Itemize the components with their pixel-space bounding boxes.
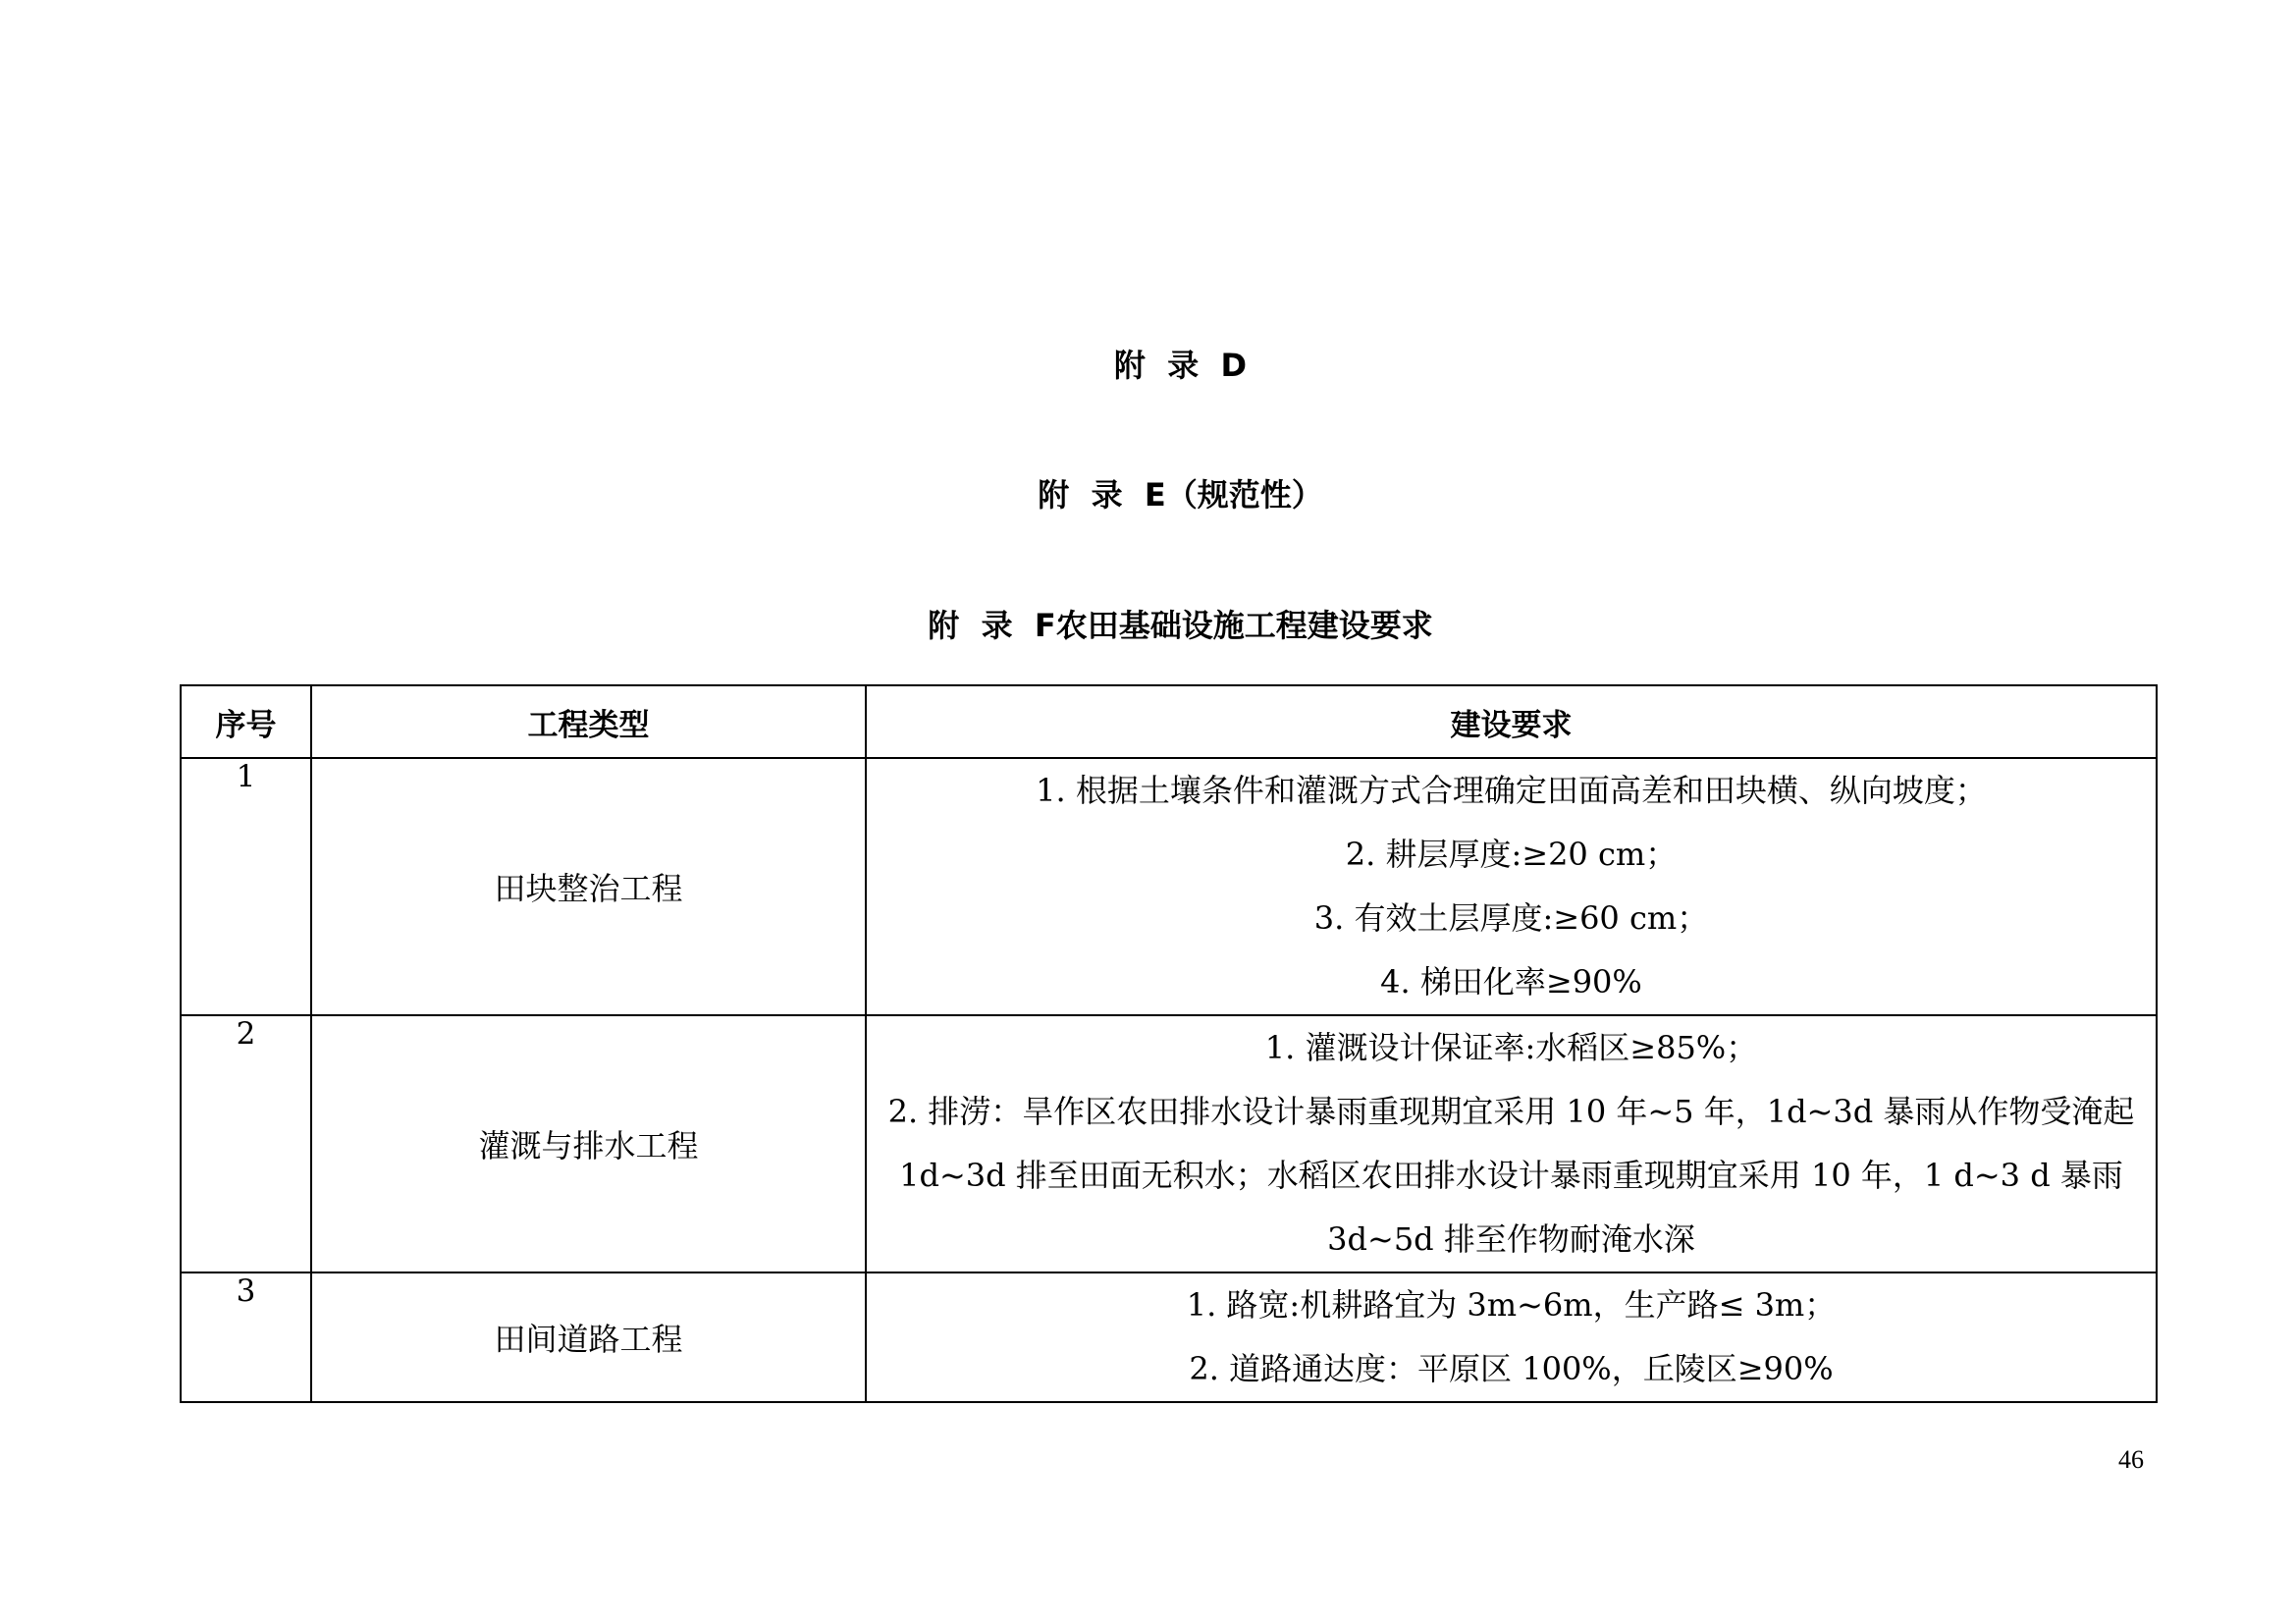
appendix-f-heading: 附 录 F农田基础设施工程建设要求 [928,607,1433,644]
requirement-item: 1d~3d 排至田面无积水；水稻区农田排水设计暴雨重现期宜采用 10 年，1 d~3 d 暴雨 [899,1157,2123,1194]
header-project-type: 工程类型 [311,685,866,758]
header-serial-number: 序号 [181,685,311,758]
requirement-item: 4. 梯田化率≥90% [1380,963,1642,1001]
project-type: 田间道路工程 [311,1272,866,1402]
requirements-cell [866,1272,2157,1402]
project-type: 灌溉与排水工程 [311,1015,866,1272]
row-number: 1 [181,758,311,1015]
appendix-e-heading: 附 录 E（规范性） [1038,476,1323,514]
requirement-item: 1. 灌溉设计保证率:水稻区≥85%； [1264,1029,1758,1066]
appendix-d-heading: 附 录 D [1113,347,1248,384]
requirement-item: 3. 有效土层厚度:≥60 cm； [1313,899,1709,937]
page-number: 46 [2118,1445,2144,1474]
requirement-item: 2. 耕层厚度:≥20 cm； [1345,836,1678,873]
header-requirements: 建设要求 [866,685,2157,758]
project-type: 田块整治工程 [311,758,866,1015]
table-row [181,1272,2157,1402]
row-number: 3 [181,1272,311,1402]
requirement-item: 3d~5d 排至作物耐淹水深 [1327,1220,1695,1258]
requirements-cell [866,1015,2157,1272]
infrastructure-requirements-table [180,684,2158,1403]
requirement-item: 2. 排涝：旱作区农田排水设计暴雨重现期宜采用 10 年~5 年，1d~3d 暴雨从作物受淹起 [887,1093,2135,1130]
requirement-item: 1. 路宽:机耕路宜为 3m~6m，生产路≤ 3m； [1186,1286,1837,1324]
requirement-item: 1. 根据土壤条件和灌溉方式合理确定田面高差和田块横、纵向坡度； [1036,772,1987,809]
requirements-cell [866,758,2157,1015]
table-row [181,758,2157,1015]
table-row [181,1015,2157,1272]
table-header-row [181,685,2157,758]
row-number: 2 [181,1015,311,1272]
requirement-item: 2. 道路通达度：平原区 100%，丘陵区≥90% [1189,1350,1834,1387]
